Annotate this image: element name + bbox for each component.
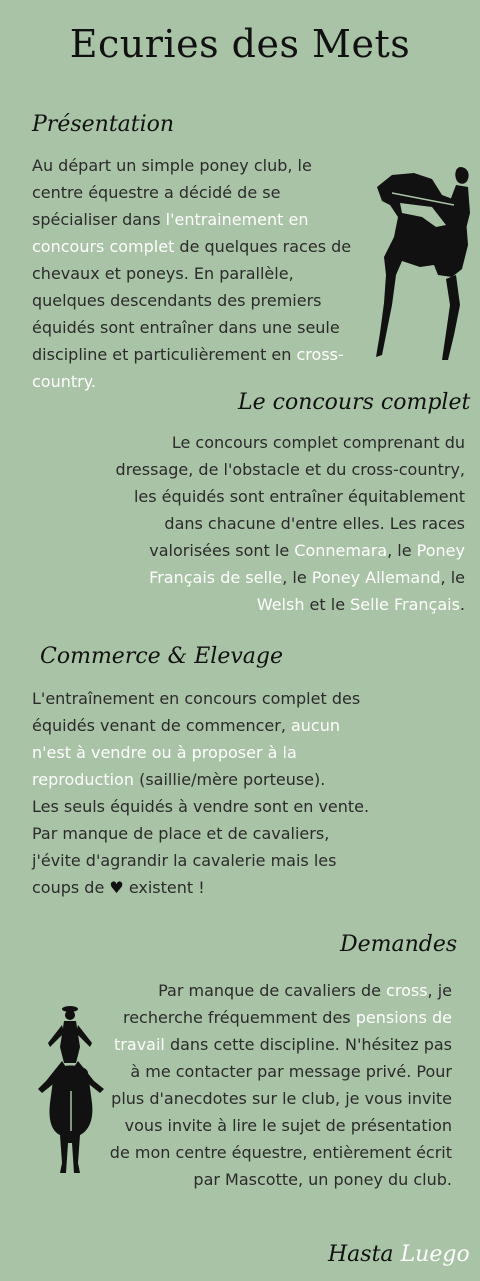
text: L'entraînement en concours complet des équidés venant de commencer, <box>32 689 361 735</box>
text: dans cette discipline. N'hésitez pas à me contacter par message privé. Pour plus d'anecdotes sur le club, je vous invite vous invite à lire le sujet de présentation de mon centre équestre, entièrement écrit par Mascotte, un poney du club. <box>109 1035 452 1189</box>
text: de quelques races de chevaux et poneys. En parallèle, quelques descendants des premiers équidés sont entraîner dans une seule discipline et particulièrement en <box>32 237 352 364</box>
commerce-text <box>32 685 377 901</box>
highlight-poney-francais: Poney Français de selle <box>149 541 465 587</box>
highlight-poney-allemand: Poney Allemand <box>311 568 441 587</box>
highlight-cross: cross <box>386 981 428 1000</box>
text: , le <box>282 568 312 587</box>
text-for-sale: Les seuls équidés à vendre sont en vente. <box>32 797 370 816</box>
heading-commerce: Commerce & Elevage <box>40 644 284 669</box>
highlight-not-for-sale: aucun n'est à vendre ou à proposer à la reproduction <box>32 716 341 789</box>
highlight-training: l'entrainement en concours complet <box>32 210 309 256</box>
highlight-connemara: Connemara <box>294 541 388 560</box>
horse-rider-side-icon <box>372 165 472 365</box>
text: , le <box>387 541 417 560</box>
heart-icon: ♥ <box>109 878 124 897</box>
text: (saillie/mère porteuse). <box>133 770 326 789</box>
text: Le concours complet comprenant du dressage, de l'obstacle et du cross-country, les équidés sont entraîner équitablement dans chacune d'entre elles. Les races valorisées sont le <box>115 433 465 560</box>
text: et le <box>304 595 351 614</box>
text: existent ! <box>123 878 205 897</box>
text: . <box>459 595 465 614</box>
presentation-text <box>32 152 367 395</box>
text: Par manque de cavaliers de <box>158 981 387 1000</box>
heading-presentation: Présentation <box>32 112 175 137</box>
highlight-pensions: pensions de travail <box>114 1008 452 1054</box>
highlight-cross: cross-country. <box>32 345 344 391</box>
text: , le <box>440 568 465 587</box>
text: , je recherche fréquemment des <box>122 981 452 1027</box>
highlight-selle-francais: Selle Français <box>350 595 460 614</box>
demandes-text <box>108 977 452 1193</box>
closing-word-1: Hasta <box>328 1242 394 1267</box>
heading-demandes: Demandes <box>340 932 458 957</box>
horse-rider-back-icon <box>32 1003 112 1175</box>
closing-signature <box>328 1242 470 1267</box>
heading-concours: Le concours complet <box>238 390 471 415</box>
text: Par manque de place et de cavaliers, j'évite d'agrandir la cavalerie mais les coups de <box>32 824 337 897</box>
highlight-welsh: Welsh <box>256 595 305 614</box>
concours-text <box>98 429 465 618</box>
closing-word-2: Luego <box>400 1242 470 1267</box>
page-title: Ecuries des Mets <box>69 22 411 66</box>
text: Au départ un simple poney club, le centre équestre a décidé de se spécialiser dans <box>32 156 312 229</box>
